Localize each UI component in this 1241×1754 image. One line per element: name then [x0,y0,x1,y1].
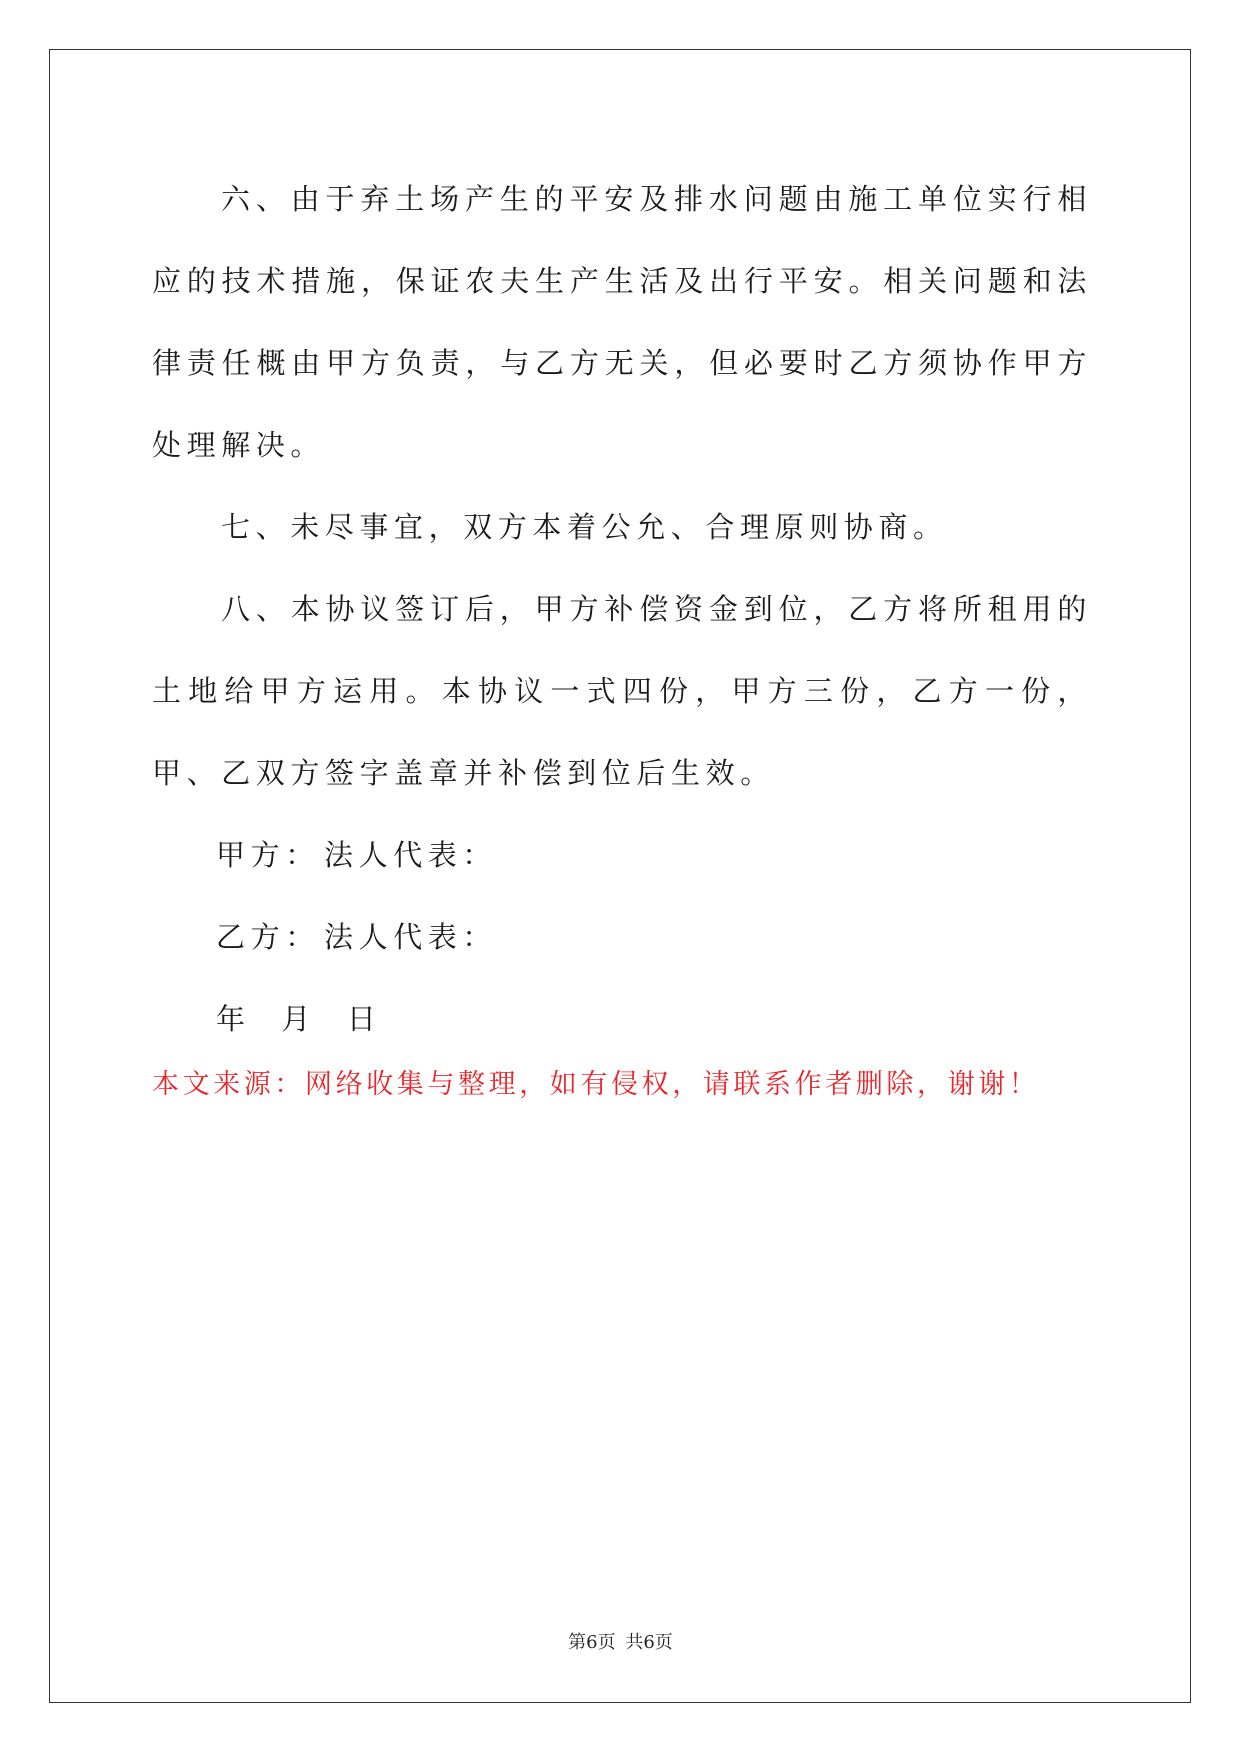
party-a-label: 甲方： [216,838,320,872]
party-b-representative-label: 法人代表： [324,920,498,954]
party-a-representative-label: 法人代表： [324,838,498,872]
document-body [152,158,1092,1060]
page-number: 第6页 [568,1632,616,1653]
signature-party-a [152,814,1092,896]
source-note: 本文来源：网络收集与整理，如有侵权，请联系作者删除，谢谢！ [152,1069,1040,1100]
clause-seven: 七、未尽事宜，双方本着公允、合理原则协商。 [221,510,948,544]
page-footer [0,1628,1241,1654]
signature-party-b [152,896,1092,978]
page-total: 共6页 [625,1632,673,1653]
date-line: 年 月 日 [216,1002,382,1036]
clause-six: 六、由于弃土场产生的平安及排水问题由施工单位实行相应的技术措施，保证农夫生产生活及出行平安。相关问题和法律责任概由甲方负责，与乙方无关，但必要时乙方须协作甲方处理解决。 [152,182,1092,462]
clause-eight: 八、本协议签订后，甲方补偿资金到位，乙方将所租用的土地给甲方运用。本协议一式四份，甲方三份，乙方一份，甲、乙双方签字盖章并补偿到位后生效。 [152,592,1092,790]
party-b-label: 乙方： [216,920,320,954]
